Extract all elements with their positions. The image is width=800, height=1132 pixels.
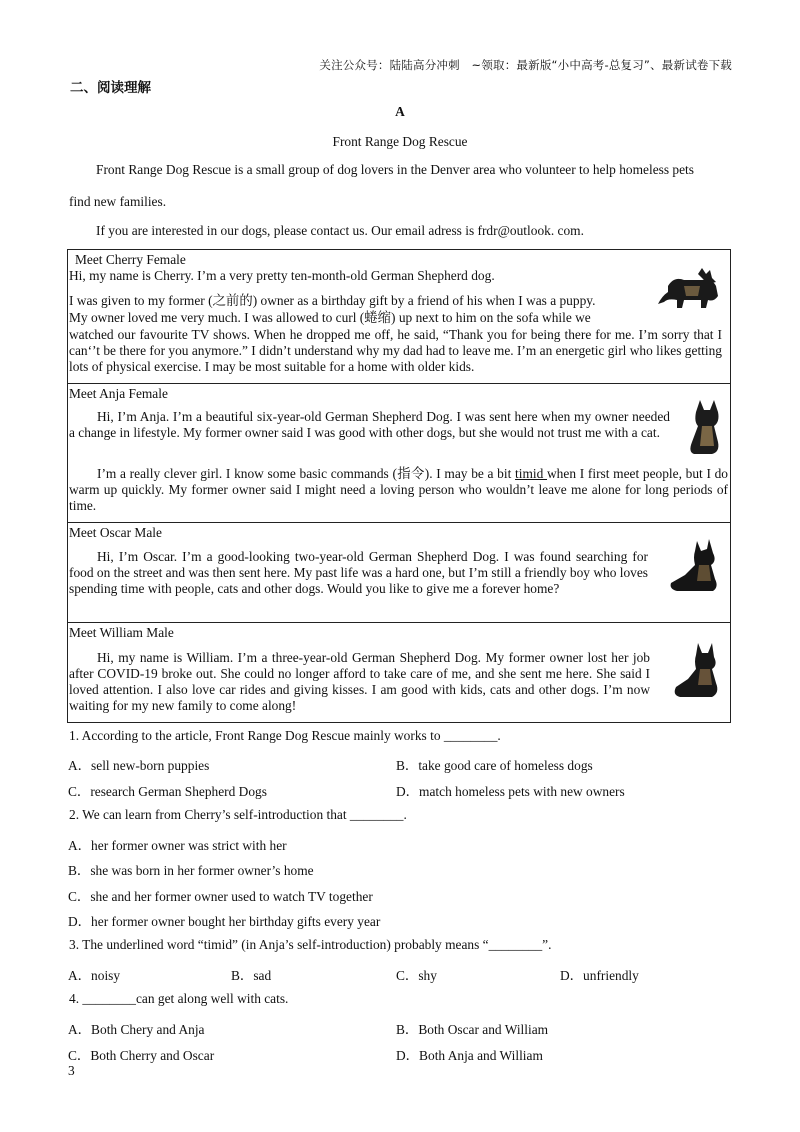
profile-anja — [68, 384, 730, 523]
profile-oscar — [68, 523, 730, 623]
anja-title: Meet Anja Female — [69, 386, 168, 401]
cherry-p4: watched our favourite TV shows. When he dropped me off, he said, “Thank you for being there for me. I’m sorry that I can‘’t be there for you anymore.” I didn’t understand why my dad had to leave me. I’m an energetic girl who likes getting lots of physical exercise. I may be most suitable for a home with older kids. — [69, 327, 722, 374]
q1-option-a: A．sell new-born puppies — [68, 758, 210, 773]
intro-line-3: If you are interested in our dogs, please contact us. Our email adress is frdr@outlook. com. — [96, 223, 584, 238]
cherry-p1: Hi, my name is Cherry. I’m a very pretty ten-month-old German Shepherd dog. — [69, 268, 495, 283]
intro-line-1: Front Range Dog Rescue is a small group of dog lovers in the Denver area who volunteer to help homeless pets — [96, 162, 694, 177]
q4-option-d: D．Both Anja and William — [396, 1048, 543, 1063]
dog-photo-icon — [663, 535, 727, 599]
oscar-p1: Hi, I’m Oscar. I’m a good-looking two-year-old German Shepherd Dog. I was found searching for food on the street and was then sent here. My past life was a hard one, but I’m still a friendly boy who loves spending time with people, cats and other dogs. Would you like to give me a forever home? — [69, 549, 649, 596]
q2-option-b: B．she was born in her former owner’s home — [68, 863, 314, 878]
q3-option-b: B．sad — [231, 968, 272, 983]
q4-option-c: C．Both Cherry and Oscar — [68, 1048, 215, 1063]
q2-option-d: D．her former owner bought her birthday gifts every year — [68, 914, 381, 929]
header-note: 关注公众号：陆陆高分冲刺 ~领取：最新版“小中高考-总复习”、最新试卷下载 — [319, 58, 732, 72]
q3-option-d: D．unfriendly — [560, 968, 639, 983]
william-title: Meet William Male — [69, 625, 174, 640]
dog-profiles-table — [67, 249, 731, 723]
q3-option-c: C．shy — [396, 968, 437, 983]
question-1: 1. According to the article, Front Range Dog Rescue mainly works to ________. — [69, 728, 501, 743]
question-4: 4. ________can get along well with cats. — [69, 991, 289, 1006]
intro-line-2: find new families. — [69, 194, 167, 209]
page-number: 3 — [68, 1063, 75, 1078]
q4-option-a: A．Both Chery and Anja — [68, 1022, 205, 1037]
q1-option-c: C．research German Shepherd Dogs — [68, 784, 267, 799]
q2-option-a: A．her former owner was strict with her — [68, 838, 287, 853]
passage-title: Front Range Dog Rescue — [332, 134, 468, 149]
passage-letter: A — [395, 104, 405, 119]
anja-p2-start: I’m a really clever girl. I know some basic commands (指令). I may be a bit — [97, 466, 516, 481]
q4-option-b: B．Both Oscar and William — [396, 1022, 549, 1037]
dog-photo-icon — [654, 264, 724, 314]
question-2: 2. We can learn from Cherry’s self-introduction that ________. — [69, 807, 407, 822]
cherry-title: Meet Cherry Female — [75, 252, 186, 267]
q1-option-d: D．match homeless pets with new owners — [396, 784, 625, 799]
q1-option-b: B．take good care of homeless dogs — [396, 758, 593, 773]
section-title: 二、阅读理解 — [70, 80, 151, 96]
william-p1: Hi, my name is William. I’m a three-year-old German Shepherd Dog. My former owner lost her job after COVID-19 broke out. She could no longer afford to take care of me, and she sent me here. She said I loved attention. I also love car rides and giving kisses. I am good with kids, cats and other dogs. I’m now waiting for my new family to come along! — [69, 650, 650, 713]
profile-william — [68, 623, 730, 724]
anja-p2-end: when I first meet people, but I do warm up quickly. My former owner said I might need a loving person who wouldn’t leave me alone for long periods of time. — [69, 466, 728, 513]
timid-word: timid — [515, 466, 548, 481]
anja-p1: Hi, I’m Anja. I’m a beautiful six-year-old German Shepherd Dog. I was sent here when my owner needed a change in lifestyle. My former owner said I was good with other dogs, but she would not trust me with a cat. — [69, 409, 670, 440]
question-3: 3. The underlined word “timid” (in Anja’s self-introduction) probably means “________”. — [69, 937, 552, 952]
dog-photo-icon — [666, 641, 730, 703]
cherry-p2: I was given to my former (之前的) owner as a birthday gift by a friend of his when I was a puppy. — [69, 293, 596, 308]
profile-cherry — [68, 250, 730, 384]
anja-p2 — [69, 466, 728, 514]
dog-photo-icon — [680, 396, 730, 458]
q3-option-a: A．noisy — [68, 968, 121, 983]
cherry-p3: My owner loved me very much. I was allowed to curl (蜷缩) up next to him on the sofa while we — [69, 310, 591, 325]
q2-option-c: C．she and her former owner used to watch TV together — [68, 889, 373, 904]
oscar-title: Meet Oscar Male — [69, 525, 162, 540]
